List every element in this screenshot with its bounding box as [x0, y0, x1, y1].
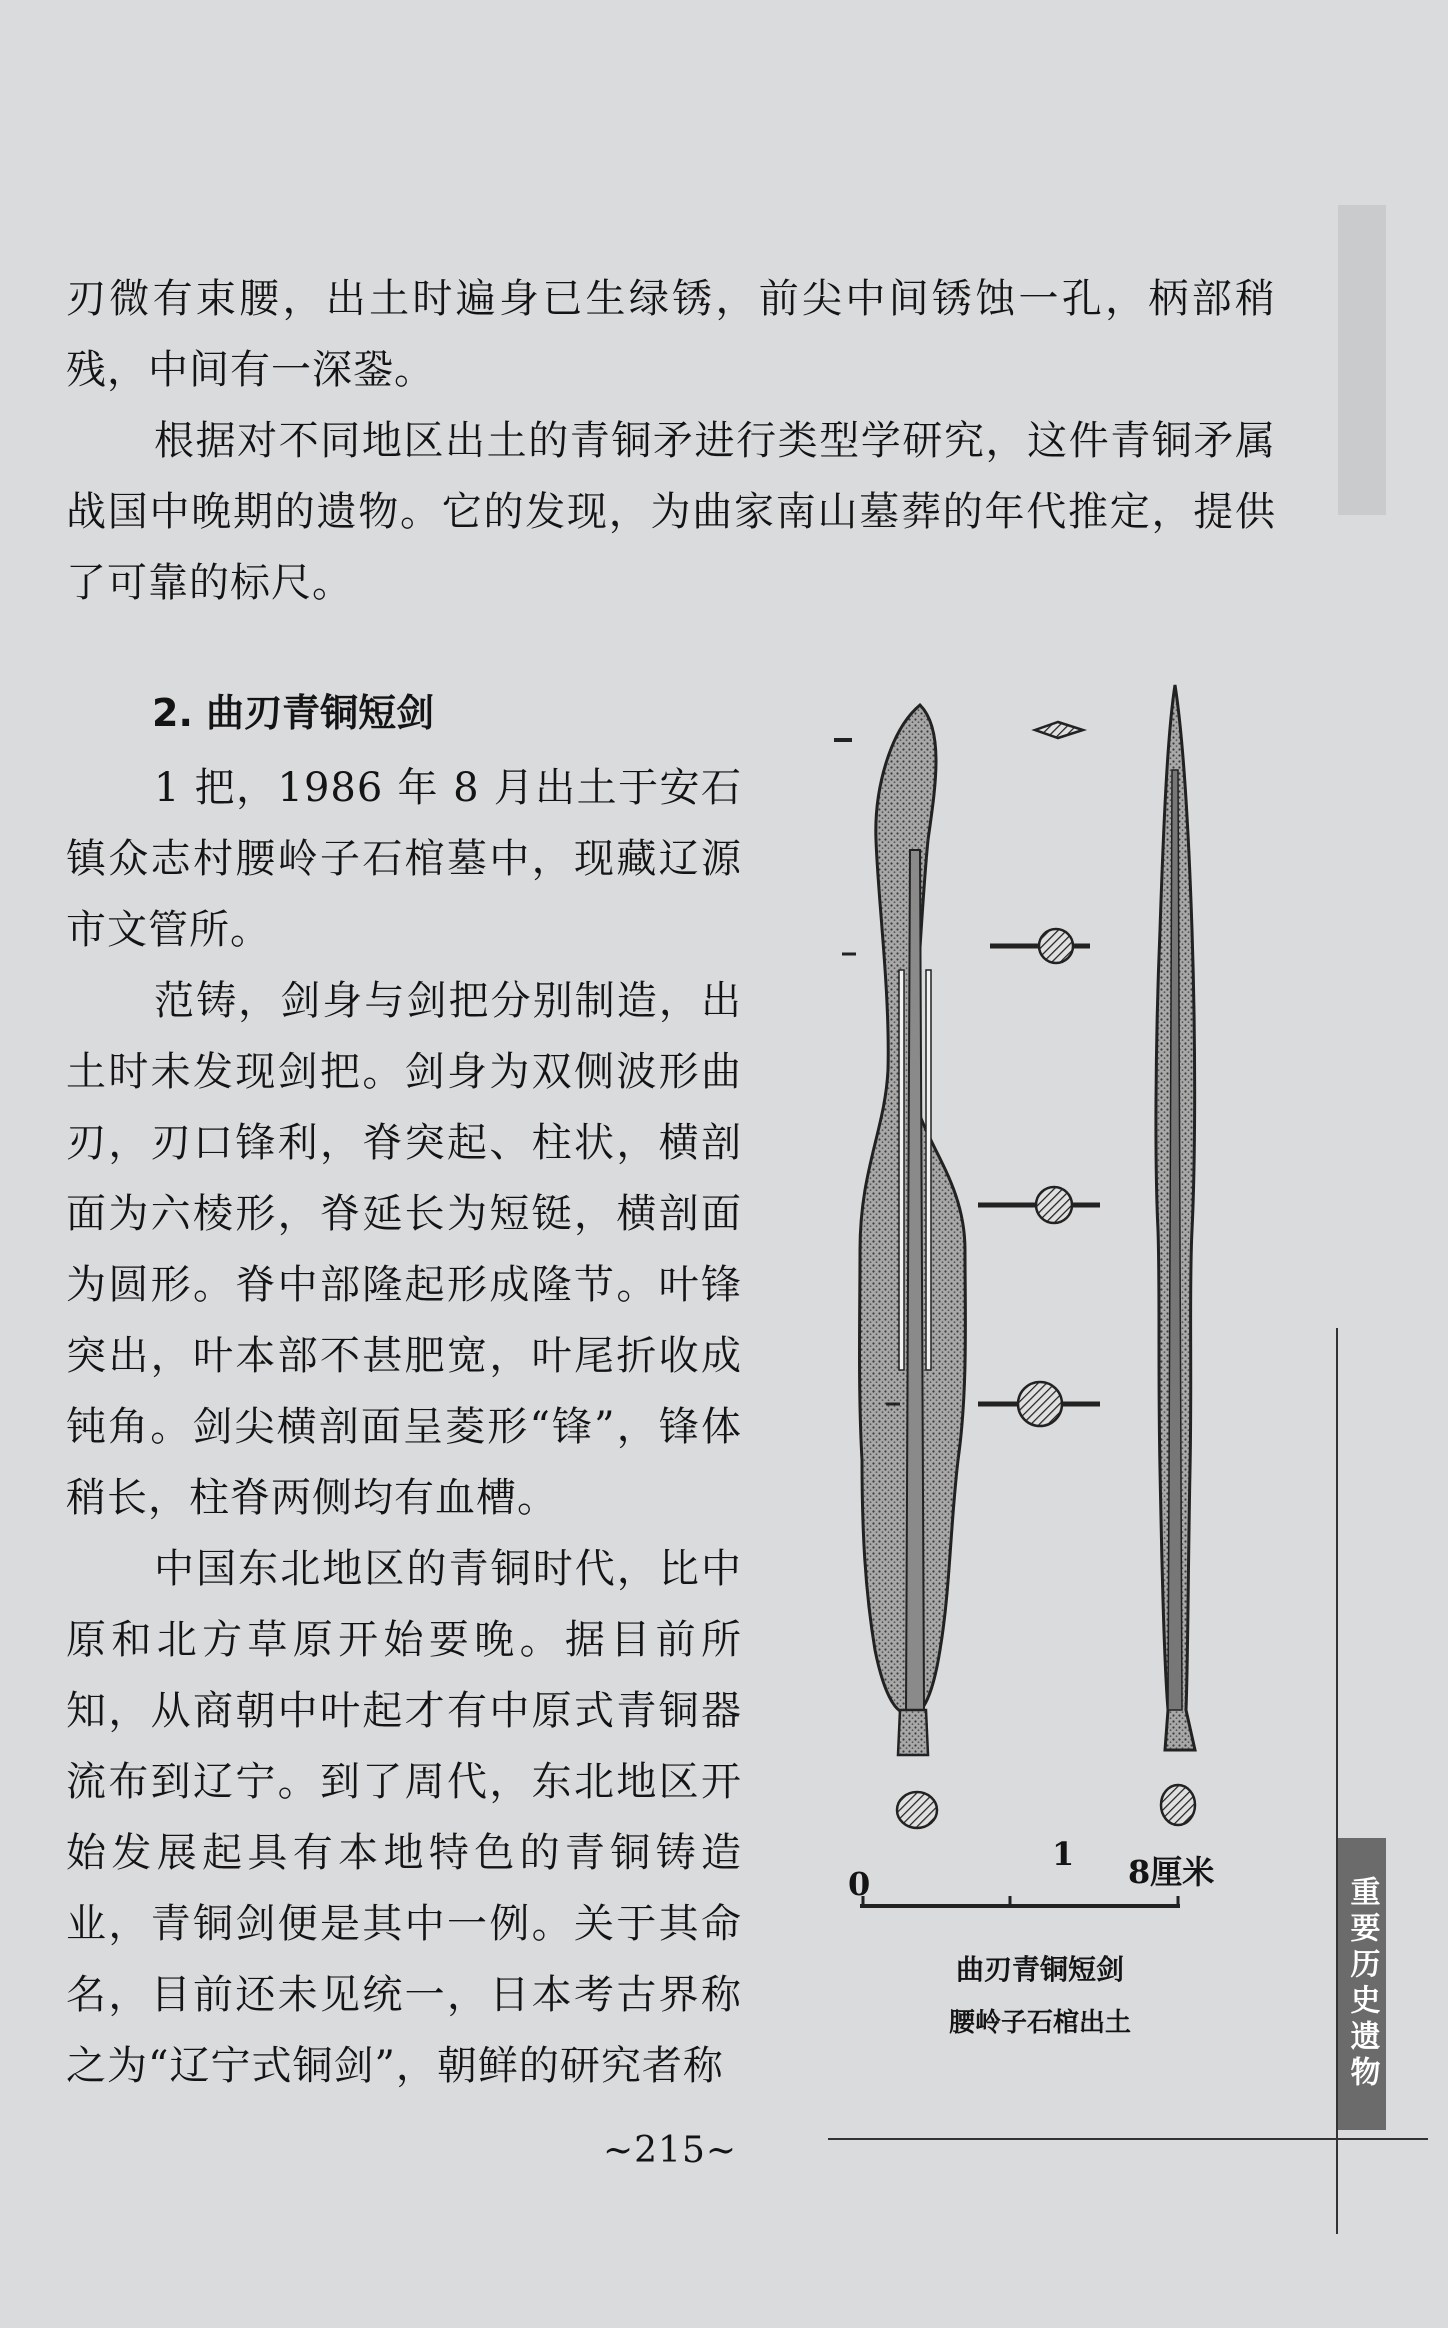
- paragraph-bronze-age-context: 中国东北地区的青铜时代，比中原和北方草原开始要晚。据目前所知，从商朝中叶起才有中原式青铜器流布到辽宁。到了周代，东北地区开始发展起具有本地特色的青铜铸造业，青铜剑便是其中一例。关于其命名，目前还未见统一，日本考古界称之为“辽宁式铜剑”，朝鲜的研究者称: [66, 1546, 742, 2089]
- page-number: ~215~: [602, 2130, 738, 2171]
- paragraph-spear-dating: 根据对不同地区出土的青铜矛进行类型学研究，这件青铜矛属战国中晚期的遗物。它的发现，为曲家南山墓葬的年代推定，提供了可靠的标尺。: [66, 418, 1276, 606]
- sword-illustration: [800, 670, 1260, 1970]
- scale-bar: [860, 1896, 1180, 1906]
- side-tab-section-label: 重要历史遗物: [1338, 1838, 1386, 2130]
- paragraph-sword-description: 范铸，剑身与剑把分别制造，出土时未发现剑把。剑身为双侧波形曲刃，刃口锋利，脊突起、柱状，横剖面为六棱形，脊延长为短铤，横剖面为圆形。脊中部隆起形成隆节。叶锋突出，叶本部不甚肥宽，叶尾折收成钝角。剑尖横剖面呈菱形“锋”，锋体稍长，柱脊两侧均有血槽。: [66, 978, 742, 1521]
- figure-caption-title: 曲刃青铜短剑: [955, 1953, 1124, 1986]
- scale-label-one: 1: [1052, 1835, 1075, 1873]
- paragraph-continuation: 刃微有束腰，出土时遍身已生绿锈，前尖中间锈蚀一孔，柄部稍残，中间有一深銎。: [66, 276, 1276, 393]
- side-tab-upper-shade: [1338, 205, 1386, 515]
- sword-front-view: [860, 705, 966, 1828]
- scale-label-zero: 0: [848, 1865, 871, 1903]
- paragraph-sword-provenance: 1 把，1986 年 8 月出土于安石镇众志村腰岭子石棺墓中，现藏辽源市文管所。: [66, 765, 742, 953]
- section-heading: 2. 曲刃青铜短剑: [152, 691, 435, 735]
- scale-label-end: 8厘米: [1128, 1853, 1215, 1891]
- figure-caption-source: 腰岭子石棺出土: [948, 2008, 1131, 2038]
- sword-side-view: [1156, 685, 1195, 1825]
